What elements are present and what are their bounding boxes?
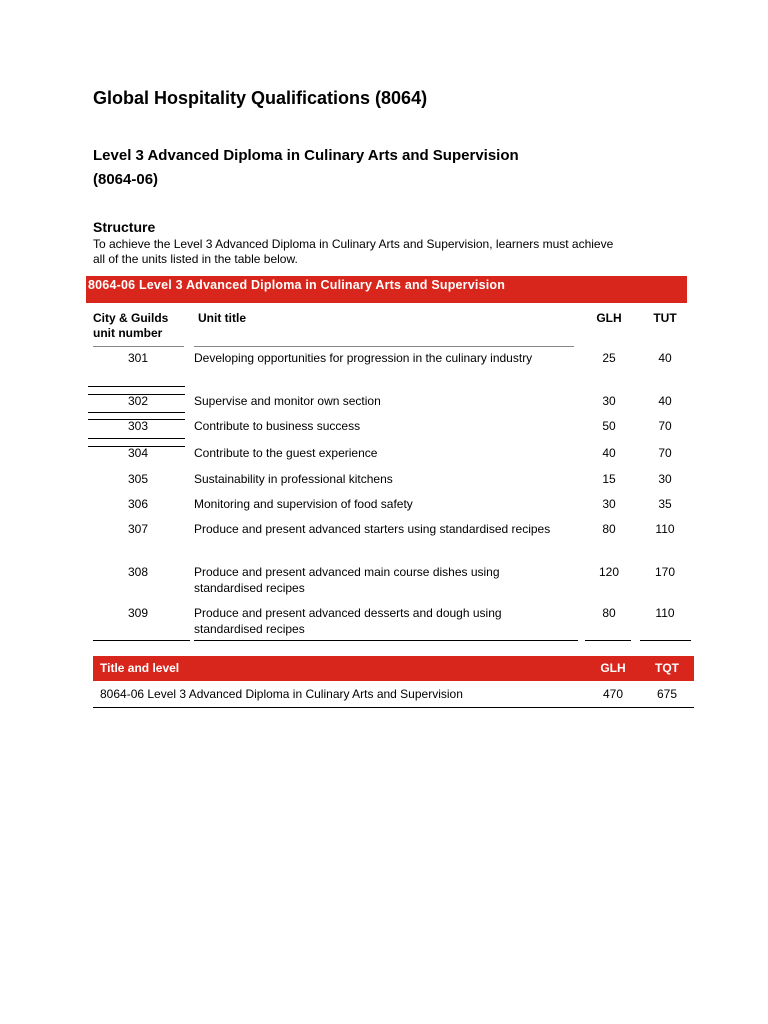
unit-number: 303: [127, 419, 149, 433]
unit-glh: 25: [602, 351, 616, 365]
unit-tut: 40: [658, 351, 672, 365]
unit-title: Sustainability in professional kitchens: [194, 472, 393, 486]
unit-number: 305: [127, 472, 149, 486]
unit-tut: 110: [655, 606, 675, 620]
unit-number: 304: [127, 446, 149, 460]
unit-number: 307: [127, 522, 149, 536]
summary-bottom-rule: [93, 707, 694, 708]
table-banner: 8064-06 Level 3 Advanced Diploma in Culinary Arts and Supervision: [86, 276, 687, 303]
header-rule-title: [194, 346, 574, 347]
structure-heading: Structure: [93, 219, 156, 235]
unit-glh: 80: [602, 522, 616, 536]
unit-title: Supervise and monitor own section: [194, 394, 381, 408]
unit-tut: 40: [658, 394, 672, 408]
page-title: Global Hospitality Qualifications (8064): [93, 88, 428, 108]
table-bottom-rule-tut: [640, 640, 691, 641]
unit-tut: 70: [658, 446, 672, 460]
summary-title: 8064-06 Level 3 Advanced Diploma in Culinary Arts and Supervision: [100, 687, 463, 701]
table-bottom-rule-glh: [585, 640, 631, 641]
summary-header-bar: [93, 656, 694, 681]
header-unit-number: City & Guilds unit number: [93, 311, 169, 340]
unit-glh: 120: [598, 565, 620, 579]
unit-number: 301: [127, 351, 149, 365]
summary-glh: 470: [602, 687, 624, 701]
unit-title: Produce and present advanced main course dishes using standardised recipes: [194, 565, 500, 595]
unit-number: 302: [127, 394, 149, 408]
row-rule: [88, 386, 185, 387]
unit-number: 306: [127, 497, 149, 511]
header-rule-unit: [93, 346, 184, 347]
unit-glh: 50: [602, 419, 616, 433]
table-bottom-rule-title: [194, 640, 578, 641]
unit-tut: 170: [654, 565, 676, 579]
unit-number: 309: [127, 606, 149, 620]
header-tut: TUT: [653, 311, 677, 325]
header-glh: GLH: [596, 311, 622, 325]
summary-tqt: 675: [656, 687, 678, 701]
intro-text: To achieve the Level 3 Advanced Diploma in Culinary Arts and Supervision, learners must achieve all of the units listed in the table below.: [93, 237, 614, 266]
header-unit-title: Unit title: [198, 311, 246, 325]
unit-glh: 30: [602, 497, 616, 511]
table-bottom-rule-unit: [93, 640, 190, 641]
summary-header-glh: GLH: [600, 661, 626, 675]
unit-title: Developing opportunities for progression in the culinary industry: [194, 351, 533, 365]
unit-title: Produce and present advanced starters using standardised recipes: [194, 522, 551, 536]
qualification-title: Level 3 Advanced Diploma in Culinary Arts and Supervision: [93, 147, 519, 164]
qualification-code: (8064-06): [93, 171, 159, 188]
unit-glh: 15: [602, 472, 616, 486]
row-rule: [88, 438, 185, 439]
unit-tut: 30: [658, 472, 672, 486]
unit-title: Produce and present advanced desserts and dough using standardised recipes: [194, 606, 502, 636]
row-rule: [88, 412, 185, 413]
unit-glh: 30: [602, 394, 616, 408]
unit-tut: 110: [655, 522, 675, 536]
unit-title: Contribute to business success: [194, 419, 361, 433]
unit-title: Monitoring and supervision of food safety: [194, 497, 413, 511]
summary-header-tqt: TQT: [655, 661, 679, 675]
unit-glh: 40: [602, 446, 616, 460]
unit-number: 308: [127, 565, 149, 579]
summary-header-title-level: Title and level: [100, 661, 180, 675]
unit-title: Contribute to the guest experience: [194, 446, 378, 460]
unit-tut: 35: [658, 497, 672, 511]
unit-tut: 70: [658, 419, 672, 433]
unit-glh: 80: [602, 606, 616, 620]
